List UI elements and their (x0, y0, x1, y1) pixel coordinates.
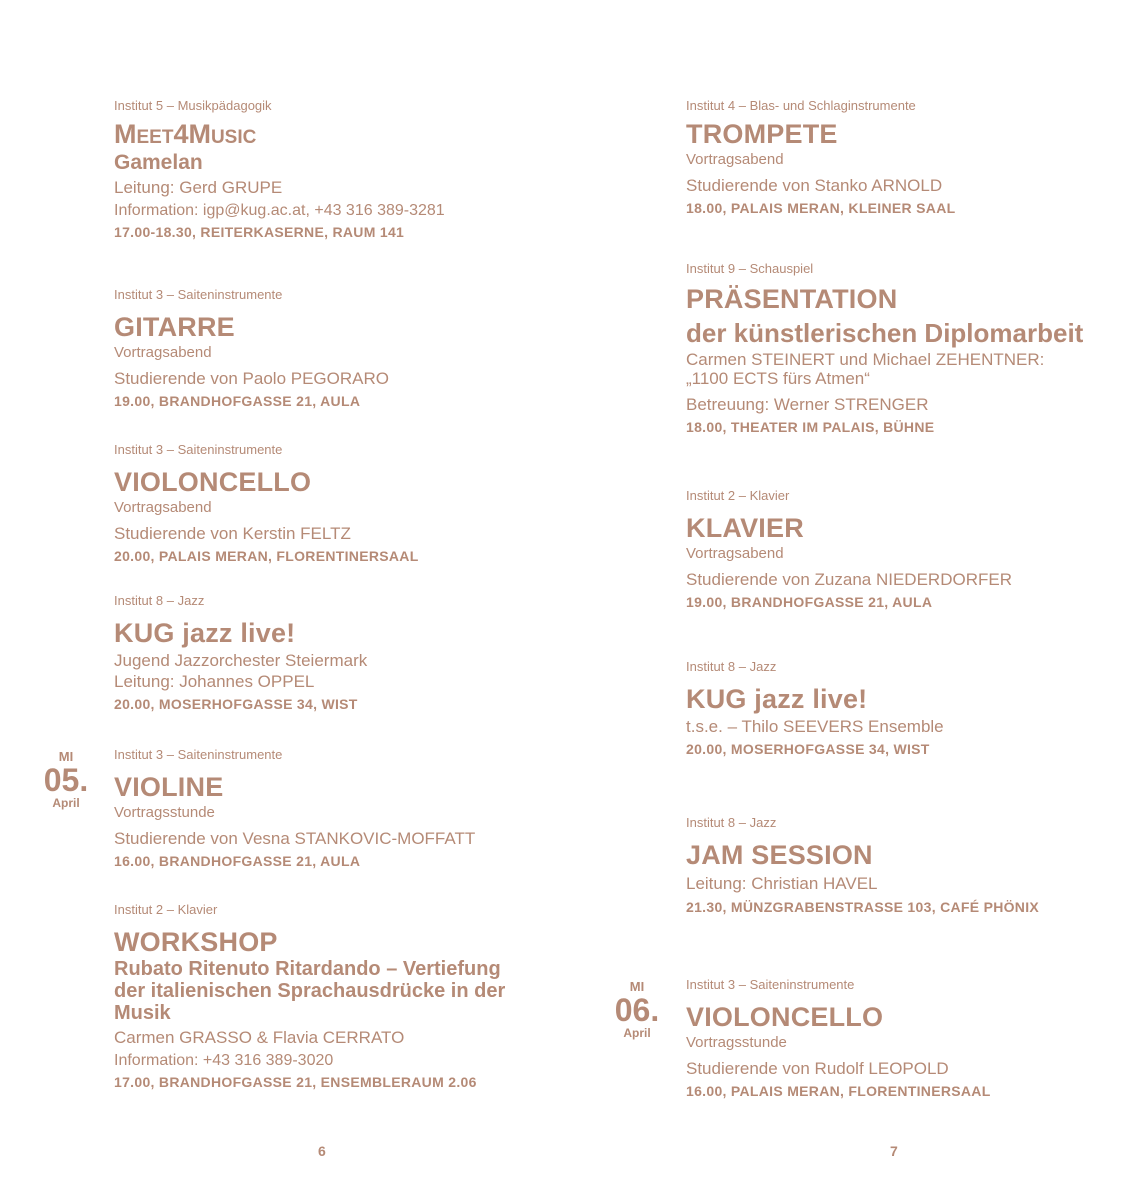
event-workshop (114, 902, 534, 1092)
event-title: VIOLONCELLO (114, 467, 312, 497)
event-performers: Studierende von Kerstin FELTZ (114, 524, 351, 543)
date-month: April (52, 796, 80, 810)
institute-label: Institut 3 – Saiteninstrumente (114, 287, 283, 302)
institute-label: Institut 5 – Musikpädagogik (114, 98, 272, 113)
event-time-location: 20.00, MOSERHOFGASSE 34, WIST (114, 696, 358, 712)
event-time-location: 20.00, MOSERHOFGASSE 34, WIST (686, 741, 930, 757)
event-title: VIOLONCELLO (686, 1002, 884, 1032)
date-badge-05-april (36, 750, 96, 810)
event-time-location: 17.00, BRANDHOFGASSE 21, ENSEMBLERAUM 2.06 (114, 1074, 477, 1090)
event-violoncello (114, 442, 419, 566)
event-time-location: 18.00, THEATER IM PALAIS, BÜHNE (686, 419, 935, 435)
institute-label: Institut 3 – Saiteninstrumente (114, 747, 283, 762)
event-type: Vortragsabend (114, 344, 212, 361)
event-info: Information: igp@kug.ac.at, +43 316 389-3281 (114, 202, 445, 219)
event-ensemble: t.s.e. – Thilo SEEVERS Ensemble (686, 717, 944, 736)
event-performers: Studierende von Zuzana NIEDERDORFER (686, 570, 1012, 589)
event-time-location: 16.00, PALAIS MERAN, FLORENTINERSAAL (686, 1083, 991, 1099)
event-leader: Leitung: Christian HAVEL (686, 874, 878, 893)
event-time-location: 19.00, BRANDHOFGASSE 21, AULA (686, 594, 933, 610)
event-meet4music (114, 98, 445, 242)
institute-label: Institut 3 – Saiteninstrumente (114, 442, 283, 457)
event-trompete (686, 98, 955, 218)
institute-label: Institut 8 – Jazz (686, 659, 777, 674)
event-title: Meet4Music (114, 119, 257, 149)
event-title: KUG jazz live! (114, 618, 296, 648)
date-weekday: MI (58, 749, 74, 764)
event-title: JAM SESSION (686, 840, 873, 870)
event-jam-session (686, 815, 1039, 917)
event-performers: Studierende von Stanko ARNOLD (686, 176, 943, 195)
event-supervisor: Betreuung: Werner STRENGER (686, 395, 929, 414)
event-violoncello-right (686, 977, 991, 1101)
event-leader: Leitung: Johannes OPPEL (114, 672, 315, 691)
event-title: WORKSHOP (114, 927, 278, 957)
event-time-location: 16.00, BRANDHOFGASSE 21, AULA (114, 853, 361, 869)
event-title: GITARRE (114, 312, 235, 342)
event-leader: Leitung: Gerd GRUPE (114, 178, 283, 197)
institute-label: Institut 8 – Jazz (114, 593, 205, 608)
event-leaders: Carmen GRASSO & Flavia CERRATO (114, 1028, 405, 1047)
event-klavier (686, 488, 1012, 612)
event-info: Information: +43 316 389-3020 (114, 1052, 334, 1069)
date-day: 05. (43, 762, 89, 798)
institute-label: Institut 4 – Blas- und Schlaginstrumente (686, 98, 916, 113)
event-violine (114, 747, 475, 871)
event-work-title: „1100 ECTS fürs Atmen“ (686, 369, 870, 388)
event-title: VIOLINE (114, 772, 224, 802)
event-subtitle: Rubato Ritenuto Ritardando – Vertiefung der italienischen Sprachausdrücke in der Musik (114, 958, 506, 1024)
date-month: April (623, 1026, 651, 1040)
date-weekday: MI (629, 979, 645, 994)
event-kug-jazz-live-right (686, 659, 944, 759)
event-subtitle: der künstlerischen Diplomarbeit (686, 318, 1084, 348)
event-type: Vortragsstunde (686, 1034, 787, 1051)
event-time-location: 17.00-18.30, REITERKASERNE, RAUM 141 (114, 224, 405, 240)
event-title: TROMPETE (686, 119, 838, 149)
event-gitarre (114, 287, 389, 411)
institute-label: Institut 2 – Klavier (686, 488, 790, 503)
event-type: Vortragsabend (686, 545, 784, 562)
event-title: PRÄSENTATION (686, 284, 898, 314)
institute-label: Institut 2 – Klavier (114, 902, 218, 917)
institute-label: Institut 3 – Saiteninstrumente (686, 977, 855, 992)
event-title: KUG jazz live! (686, 684, 868, 714)
event-subtitle: Gamelan (114, 151, 203, 174)
event-type: Vortragsabend (114, 499, 212, 516)
event-time-location: 21.30, MÜNZGRABENSTRASSE 103, CAFÉ PHÖNIX (686, 899, 1040, 915)
event-title: KLAVIER (686, 513, 804, 543)
event-performers: Studierende von Vesna STANKOVIC-MOFFATT (114, 829, 476, 848)
event-kug-jazz-live (114, 593, 367, 714)
event-time-location: 20.00, PALAIS MERAN, FLORENTINERSAAL (114, 548, 419, 564)
date-badge-06-april (607, 980, 667, 1040)
page-number-right: 7 (890, 1143, 898, 1159)
event-time-location: 19.00, BRANDHOFGASSE 21, AULA (114, 393, 361, 409)
event-time-location: 18.00, PALAIS MERAN, KLEINER SAAL (686, 200, 956, 216)
event-performers: Studierende von Rudolf LEOPOLD (686, 1059, 949, 1078)
event-ensemble: Jugend Jazzorchester Steiermark (114, 651, 368, 670)
event-performers: Studierende von Paolo PEGORARO (114, 369, 389, 388)
institute-label: Institut 8 – Jazz (686, 815, 777, 830)
event-praesentation (686, 261, 1106, 437)
institute-label: Institut 9 – Schauspiel (686, 261, 814, 276)
event-type: Vortragsstunde (114, 804, 215, 821)
event-type: Vortragsabend (686, 151, 784, 168)
page-number-left: 6 (318, 1143, 326, 1159)
date-day: 06. (614, 992, 660, 1028)
event-performers: Carmen STEINERT und Michael ZEHENTNER: (686, 350, 1045, 369)
